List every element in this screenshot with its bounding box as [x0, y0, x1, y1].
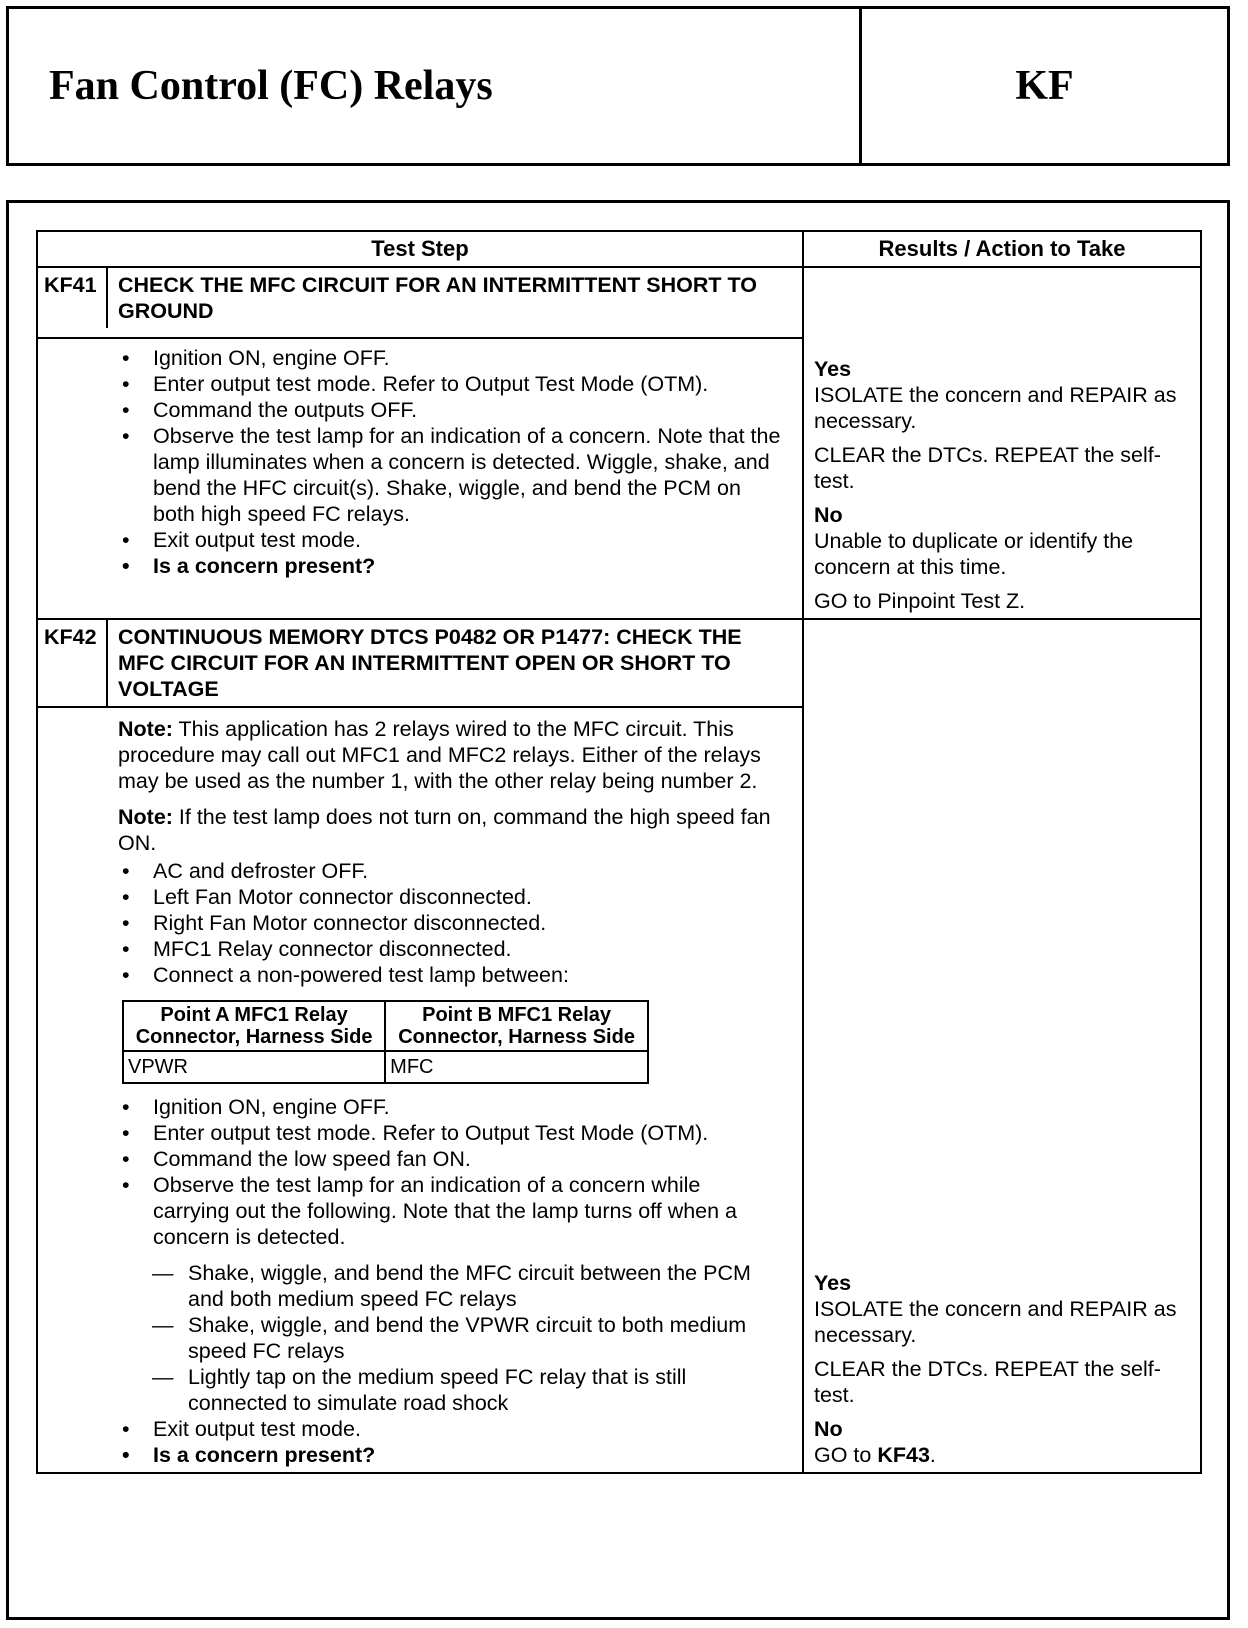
list-item: • MFC1 Relay connector disconnected. — [118, 936, 782, 962]
yes-action: CLEAR the DTCs. REPEAT the self-test. — [814, 443, 1161, 493]
step-id: KF42 — [38, 620, 108, 706]
step-kf41-body — [37, 338, 803, 619]
column-header-results: Results / Action to Take — [803, 231, 1201, 267]
yes-action: CLEAR the DTCs. REPEAT the self-test. — [814, 1357, 1161, 1407]
point-a-value: VPWR — [123, 1051, 385, 1083]
step-list — [118, 1094, 782, 1250]
point-a-header: Point A MFC1 Relay Connector, Harness Side — [123, 1001, 385, 1051]
step-kf42-results — [803, 619, 1201, 1473]
step-title: CONTINUOUS MEMORY DTCS P0482 OR P1477: CHECK THE MFC CIRCUIT FOR AN INTERMITTENT OPEN OR SHORT TO VOLTAGE — [118, 625, 742, 701]
no-action-suffix: . — [929, 1443, 936, 1467]
no-action: GO to Pinpoint Test Z. — [814, 589, 1026, 613]
list-item: • Enter output test mode. Refer to Output Test Mode (OTM). — [118, 371, 782, 397]
list-item: • Command the low speed fan ON. — [118, 1146, 782, 1172]
step-kf42-body — [37, 707, 803, 1473]
column-header-test-step: Test Step — [37, 231, 803, 267]
list-item: • AC and defroster OFF. — [118, 858, 782, 884]
sub-list-item: — Shake, wiggle, and bend the MFC circuit between the PCM and both medium speed FC relays — [118, 1260, 782, 1312]
no-action-prefix: GO to — [814, 1443, 878, 1467]
no-label: No — [814, 1417, 843, 1441]
content-frame — [6, 200, 1230, 1620]
page-header — [6, 6, 1230, 166]
list-item: • Left Fan Motor connector disconnected. — [118, 884, 782, 910]
list-item: • Enter output test mode. Refer to Output Test Mode (OTM). — [118, 1120, 782, 1146]
list-item: • Right Fan Motor connector disconnected. — [118, 910, 782, 936]
yes-label: Yes — [814, 1271, 852, 1295]
note-text: This application has 2 relays wired to the MFC circuit. This procedure may call out MFC1 and MFC2 relays. Either of the relays may be used as the number 1, with the other relay being number 2. — [118, 717, 761, 793]
sub-list-item: — Lightly tap on the medium speed FC relay that is still connected to simulate road shock — [118, 1364, 782, 1416]
list-item: • Ignition ON, engine OFF. — [118, 1094, 782, 1120]
note — [118, 804, 782, 856]
step-list — [118, 1416, 782, 1468]
test-points-table — [122, 1000, 649, 1084]
step-list — [118, 345, 782, 579]
step-title: CHECK THE MFC CIRCUIT FOR AN INTERMITTENT SHORT TO GROUND — [118, 273, 757, 323]
yes-label: Yes — [814, 357, 852, 381]
note-text: If the test lamp does not turn on, command the high speed fan ON. — [118, 805, 771, 855]
question: • Is a concern present? — [118, 1442, 782, 1468]
question: • Is a concern present? — [118, 553, 782, 579]
step-id: KF41 — [38, 268, 108, 328]
list-item: • Ignition ON, engine OFF. — [118, 345, 782, 371]
point-b-value: MFC — [385, 1051, 648, 1083]
sub-list-item: — Shake, wiggle, and bend the VPWR circuit to both medium speed FC relays — [118, 1312, 782, 1364]
step-list — [118, 858, 782, 988]
procedure-table — [36, 230, 1202, 1474]
page-title: Fan Control (FC) Relays — [9, 9, 862, 163]
list-item: • Observe the test lamp for an indication of a concern while carrying out the following. Note that the lamp turns off when a concern is detected. — [118, 1172, 782, 1250]
yes-action: ISOLATE the concern and REPAIR as necessary. — [814, 383, 1177, 433]
list-item: • Exit output test mode. — [118, 1416, 782, 1442]
step-kf41-results — [803, 267, 1201, 619]
list-item: • Exit output test mode. — [118, 527, 782, 553]
list-item: • Command the outputs OFF. — [118, 397, 782, 423]
yes-action: ISOLATE the concern and REPAIR as necessary. — [814, 1297, 1177, 1347]
step-kf41-header — [37, 267, 803, 338]
list-item: • Connect a non-powered test lamp between: — [118, 962, 782, 988]
note-label: Note: — [118, 717, 173, 741]
sub-step-list — [118, 1260, 782, 1416]
step-kf42-header — [37, 619, 803, 707]
no-action — [814, 1442, 1194, 1468]
note — [118, 716, 782, 794]
goto-link-kf43[interactable]: KF43 — [877, 1443, 930, 1467]
no-label: No — [814, 503, 843, 527]
no-action: Unable to duplicate or identify the concern at this time. — [814, 529, 1134, 579]
section-code: KF — [1015, 63, 1074, 109]
note-label: Note: — [118, 805, 173, 829]
point-b-header: Point B MFC1 Relay Connector, Harness Side — [385, 1001, 648, 1051]
list-item: • Observe the test lamp for an indication of a concern. Note that the lamp illuminates when a concern is detected. Wiggle, shake, and bend the HFC circuit(s). Shake, wiggle, and bend the PCM on both high speed FC relays. — [118, 423, 782, 527]
